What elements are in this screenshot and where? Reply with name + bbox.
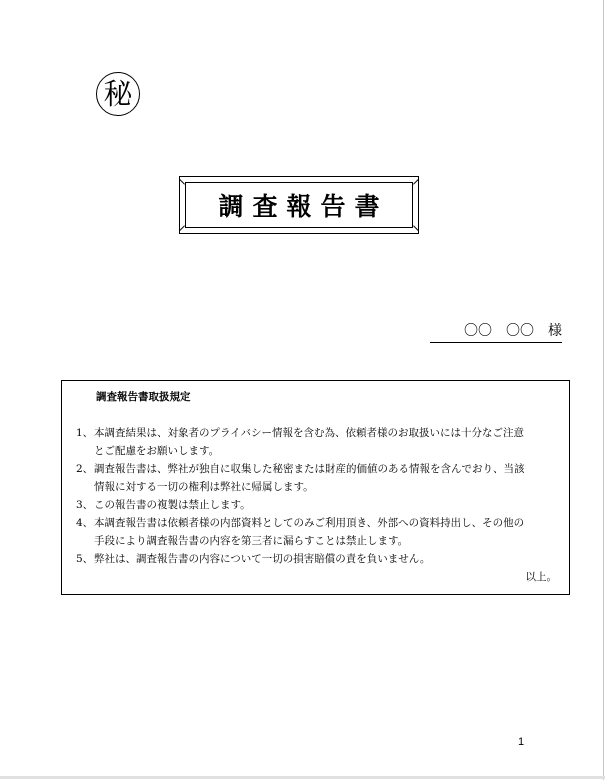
title-frame (179, 176, 419, 234)
rule-item (76, 496, 560, 514)
rule-line: 調査報告書は、弊社が独自に収集した秘密または財産的価値のある情報を含んでおり、当該 (94, 463, 525, 475)
page-edge (603, 0, 604, 780)
rule-text (94, 514, 560, 550)
rule-text (94, 424, 560, 460)
rule-line: 情報に対する一切の権利は弊社に帰属します。 (94, 481, 314, 493)
rule-number: 2、 (76, 463, 94, 475)
rule-text (94, 460, 560, 496)
rule-text (94, 496, 560, 514)
rule-item (76, 514, 560, 550)
rule-item (76, 550, 560, 568)
rule-number: 1、 (76, 427, 94, 439)
rules-heading: 調査報告書取扱規定 (96, 391, 191, 403)
rule-text (94, 550, 560, 568)
rule-line: 本調査報告書は依頼者様の内部資料としてのみご利用頂き、外部への資料持出し、その他の (94, 517, 525, 529)
rule-item (76, 424, 560, 460)
rule-line: 手段により調査報告書の内容を第三者に漏らすことは禁止します。 (94, 535, 409, 547)
page-number: 1 (518, 736, 525, 748)
document-title: 調査報告書 (218, 192, 389, 221)
confidential-stamp: 秘 (96, 72, 140, 116)
rule-line: とご配慮をお願いします。 (94, 445, 220, 457)
rule-line: 弊社は、調査報告書の内容について一切の損害賠償の責を負いません。 (94, 553, 431, 565)
page-bottom-edge (0, 776, 605, 779)
rule-number: 4、 (76, 517, 94, 529)
rule-item (76, 460, 560, 496)
rule-number: 3、 (76, 499, 94, 511)
rule-line: 本調査結果は、対象者のプライバシー情報を含む為、依頼者様のお取扱いには十分なご注意 (94, 427, 524, 439)
closing-text: 以上。 (525, 571, 557, 583)
rules-list (76, 424, 560, 568)
recipient-name: 〇〇 〇〇 様 (430, 320, 562, 343)
handling-rules-box (61, 380, 570, 595)
rule-number: 5、 (76, 553, 94, 565)
rule-line: この報告書の複製は禁止します。 (94, 499, 251, 511)
